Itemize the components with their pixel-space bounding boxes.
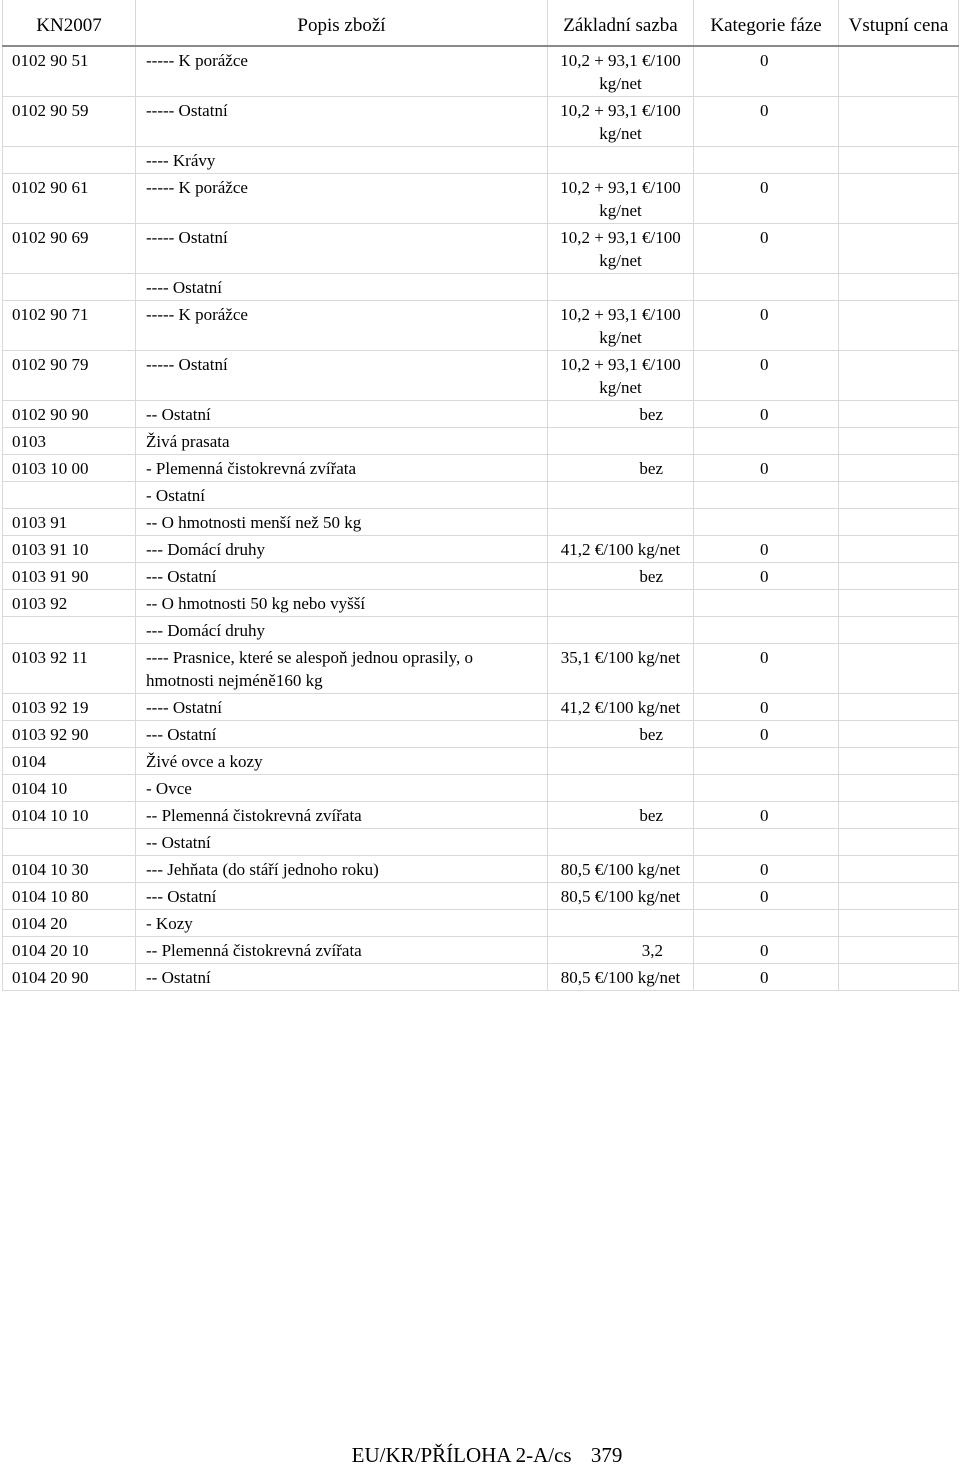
staging-category-cell: 0: [694, 802, 839, 829]
description-cell: -- Ostatní: [136, 829, 548, 856]
cn-code-cell: 0102 90 90: [3, 401, 136, 428]
staging-category-cell: 0: [694, 351, 839, 401]
description-cell: ---- Ostatní: [136, 694, 548, 721]
base-rate-cell: [548, 617, 694, 644]
base-rate-cell: 10,2 + 93,1 €/100 kg/net: [548, 97, 694, 147]
entry-price-cell: [839, 694, 959, 721]
staging-category-cell: [694, 482, 839, 509]
table-row: [3, 46, 959, 97]
entry-price-cell: [839, 401, 959, 428]
entry-price-cell: [839, 775, 959, 802]
entry-price-cell: [839, 937, 959, 964]
table-row: [3, 802, 959, 829]
entry-price-cell: [839, 829, 959, 856]
staging-category-cell: [694, 748, 839, 775]
entry-price-cell: [839, 274, 959, 301]
cn-code-cell: 0103 91: [3, 509, 136, 536]
entry-price-cell: [839, 301, 959, 351]
staging-category-cell: [694, 829, 839, 856]
entry-price-cell: [839, 482, 959, 509]
cn-code-cell: 0103 91 90: [3, 563, 136, 590]
description-cell: ----- K porážce: [136, 301, 548, 351]
table-row: [3, 748, 959, 775]
base-rate-cell: bez: [548, 563, 694, 590]
description-cell: ----- K porážce: [136, 46, 548, 97]
cn-code-cell: 0102 90 51: [3, 46, 136, 97]
base-rate-cell: [548, 748, 694, 775]
base-rate-cell: 80,5 €/100 kg/net: [548, 856, 694, 883]
staging-category-cell: [694, 590, 839, 617]
entry-price-cell: [839, 617, 959, 644]
staging-category-cell: [694, 910, 839, 937]
header-cn-code: KN2007: [3, 0, 136, 46]
entry-price-cell: [839, 802, 959, 829]
base-rate-cell: bez: [548, 721, 694, 748]
staging-category-cell: 0: [694, 883, 839, 910]
cn-code-cell: [3, 617, 136, 644]
base-rate-cell: bez: [548, 455, 694, 482]
entry-price-cell: [839, 174, 959, 224]
description-cell: --- Domácí druhy: [136, 617, 548, 644]
cn-code-cell: 0103: [3, 428, 136, 455]
description-cell: ----- Ostatní: [136, 224, 548, 274]
base-rate-cell: 80,5 €/100 kg/net: [548, 964, 694, 991]
footer-reference: EU/KR/PŘÍLOHA 2-A/cs: [351, 1443, 572, 1467]
cn-code-cell: 0104: [3, 748, 136, 775]
table-row: [3, 883, 959, 910]
cn-code-cell: 0104 20: [3, 910, 136, 937]
cn-code-cell: [3, 829, 136, 856]
cn-code-cell: 0104 10 10: [3, 802, 136, 829]
page-footer: [0, 1443, 960, 1467]
cn-code-cell: 0102 90 59: [3, 97, 136, 147]
table-row: [3, 964, 959, 991]
cn-code-cell: [3, 482, 136, 509]
description-cell: -- Ostatní: [136, 964, 548, 991]
table-row: [3, 644, 959, 694]
staging-category-cell: 0: [694, 301, 839, 351]
description-cell: -- O hmotnosti 50 kg nebo vyšší: [136, 590, 548, 617]
table-row: [3, 509, 959, 536]
table-row: [3, 301, 959, 351]
table-row: [3, 147, 959, 174]
cn-code-cell: 0102 90 71: [3, 301, 136, 351]
entry-price-cell: [839, 536, 959, 563]
cn-code-cell: 0103 91 10: [3, 536, 136, 563]
table-row: [3, 455, 959, 482]
staging-category-cell: [694, 428, 839, 455]
description-cell: ----- Ostatní: [136, 97, 548, 147]
table-row: [3, 536, 959, 563]
base-rate-cell: 10,2 + 93,1 €/100 kg/net: [548, 174, 694, 224]
entry-price-cell: [839, 509, 959, 536]
description-cell: --- Ostatní: [136, 563, 548, 590]
base-rate-cell: 80,5 €/100 kg/net: [548, 883, 694, 910]
cn-code-cell: 0103 92 90: [3, 721, 136, 748]
header-description: Popis zboží: [136, 0, 548, 46]
table-row: [3, 856, 959, 883]
description-cell: -- Ostatní: [136, 401, 548, 428]
staging-category-cell: 0: [694, 563, 839, 590]
description-cell: - Plemenná čistokrevná zvířata: [136, 455, 548, 482]
header-entry-price: Vstupní cena: [839, 0, 959, 46]
table-header: [3, 0, 959, 46]
staging-category-cell: 0: [694, 97, 839, 147]
entry-price-cell: [839, 590, 959, 617]
staging-category-cell: 0: [694, 401, 839, 428]
base-rate-cell: 41,2 €/100 kg/net: [548, 694, 694, 721]
cn-code-cell: 0104 10 30: [3, 856, 136, 883]
entry-price-cell: [839, 644, 959, 694]
cn-code-cell: 0104 10 80: [3, 883, 136, 910]
base-rate-cell: [548, 274, 694, 301]
staging-category-cell: 0: [694, 174, 839, 224]
staging-category-cell: [694, 274, 839, 301]
base-rate-cell: [548, 147, 694, 174]
staging-category-cell: [694, 147, 839, 174]
base-rate-cell: 10,2 + 93,1 €/100 kg/net: [548, 301, 694, 351]
staging-category-cell: [694, 509, 839, 536]
staging-category-cell: [694, 775, 839, 802]
description-cell: - Kozy: [136, 910, 548, 937]
entry-price-cell: [839, 224, 959, 274]
tariff-table: [2, 0, 959, 991]
entry-price-cell: [839, 748, 959, 775]
cn-code-cell: 0102 90 69: [3, 224, 136, 274]
entry-price-cell: [839, 910, 959, 937]
table-body: [3, 46, 959, 991]
table-row: [3, 97, 959, 147]
staging-category-cell: 0: [694, 224, 839, 274]
staging-category-cell: 0: [694, 455, 839, 482]
description-cell: - Ostatní: [136, 482, 548, 509]
description-cell: --- Ostatní: [136, 883, 548, 910]
table-row: [3, 428, 959, 455]
base-rate-cell: [548, 910, 694, 937]
description-cell: ---- Prasnice, které se alespoň jednou oprasily, o hmotnosti nejméně160 kg: [136, 644, 548, 694]
base-rate-cell: [548, 428, 694, 455]
staging-category-cell: 0: [694, 721, 839, 748]
description-cell: ---- Krávy: [136, 147, 548, 174]
cn-code-cell: 0102 90 61: [3, 174, 136, 224]
table-row: [3, 401, 959, 428]
cn-code-cell: 0104 20 90: [3, 964, 136, 991]
table-row: [3, 482, 959, 509]
cn-code-cell: 0104 20 10: [3, 937, 136, 964]
base-rate-cell: 3,2: [548, 937, 694, 964]
staging-category-cell: [694, 617, 839, 644]
staging-category-cell: 0: [694, 644, 839, 694]
description-cell: -- O hmotnosti menší než 50 kg: [136, 509, 548, 536]
base-rate-cell: 10,2 + 93,1 €/100 kg/net: [548, 224, 694, 274]
table-row: [3, 174, 959, 224]
cn-code-cell: 0103 92 11: [3, 644, 136, 694]
entry-price-cell: [839, 351, 959, 401]
description-cell: ---- Ostatní: [136, 274, 548, 301]
entry-price-cell: [839, 883, 959, 910]
cn-code-cell: [3, 147, 136, 174]
description-cell: --- Jehňata (do stáří jednoho roku): [136, 856, 548, 883]
staging-category-cell: 0: [694, 937, 839, 964]
entry-price-cell: [839, 147, 959, 174]
description-cell: ----- K porážce: [136, 174, 548, 224]
staging-category-cell: 0: [694, 964, 839, 991]
cn-code-cell: 0104 10: [3, 775, 136, 802]
entry-price-cell: [839, 46, 959, 97]
description-cell: -- Plemenná čistokrevná zvířata: [136, 937, 548, 964]
base-rate-cell: 41,2 €/100 kg/net: [548, 536, 694, 563]
cn-code-cell: 0103 10 00: [3, 455, 136, 482]
entry-price-cell: [839, 721, 959, 748]
base-rate-cell: [548, 590, 694, 617]
base-rate-cell: bez: [548, 802, 694, 829]
staging-category-cell: 0: [694, 856, 839, 883]
staging-category-cell: 0: [694, 46, 839, 97]
description-cell: Živá prasata: [136, 428, 548, 455]
entry-price-cell: [839, 964, 959, 991]
base-rate-cell: [548, 482, 694, 509]
cn-code-cell: [3, 274, 136, 301]
header-base-rate: Základní sazba: [548, 0, 694, 46]
table-row: [3, 937, 959, 964]
base-rate-cell: 10,2 + 93,1 €/100 kg/net: [548, 351, 694, 401]
base-rate-cell: [548, 509, 694, 536]
table-row: [3, 910, 959, 937]
table-row: [3, 694, 959, 721]
base-rate-cell: [548, 829, 694, 856]
entry-price-cell: [839, 455, 959, 482]
base-rate-cell: bez: [548, 401, 694, 428]
description-cell: ----- Ostatní: [136, 351, 548, 401]
entry-price-cell: [839, 856, 959, 883]
base-rate-cell: 35,1 €/100 kg/net: [548, 644, 694, 694]
staging-category-cell: 0: [694, 536, 839, 563]
description-cell: --- Domácí druhy: [136, 536, 548, 563]
staging-category-cell: 0: [694, 694, 839, 721]
base-rate-cell: 10,2 + 93,1 €/100 kg/net: [548, 46, 694, 97]
header-staging-category: Kategorie fáze: [694, 0, 839, 46]
table-row: [3, 563, 959, 590]
table-row: [3, 274, 959, 301]
entry-price-cell: [839, 428, 959, 455]
description-cell: Živé ovce a kozy: [136, 748, 548, 775]
table-row: [3, 775, 959, 802]
description-cell: - Ovce: [136, 775, 548, 802]
table-row: [3, 617, 959, 644]
cn-code-cell: 0103 92: [3, 590, 136, 617]
description-cell: --- Ostatní: [136, 721, 548, 748]
cn-code-cell: 0102 90 79: [3, 351, 136, 401]
table-row: [3, 590, 959, 617]
entry-price-cell: [839, 563, 959, 590]
table-row: [3, 351, 959, 401]
entry-price-cell: [839, 97, 959, 147]
table-row: [3, 224, 959, 274]
table-row: [3, 829, 959, 856]
description-cell: -- Plemenná čistokrevná zvířata: [136, 802, 548, 829]
table-row: [3, 721, 959, 748]
base-rate-cell: [548, 775, 694, 802]
footer-page-number: 379: [590, 1443, 623, 1467]
cn-code-cell: 0103 92 19: [3, 694, 136, 721]
